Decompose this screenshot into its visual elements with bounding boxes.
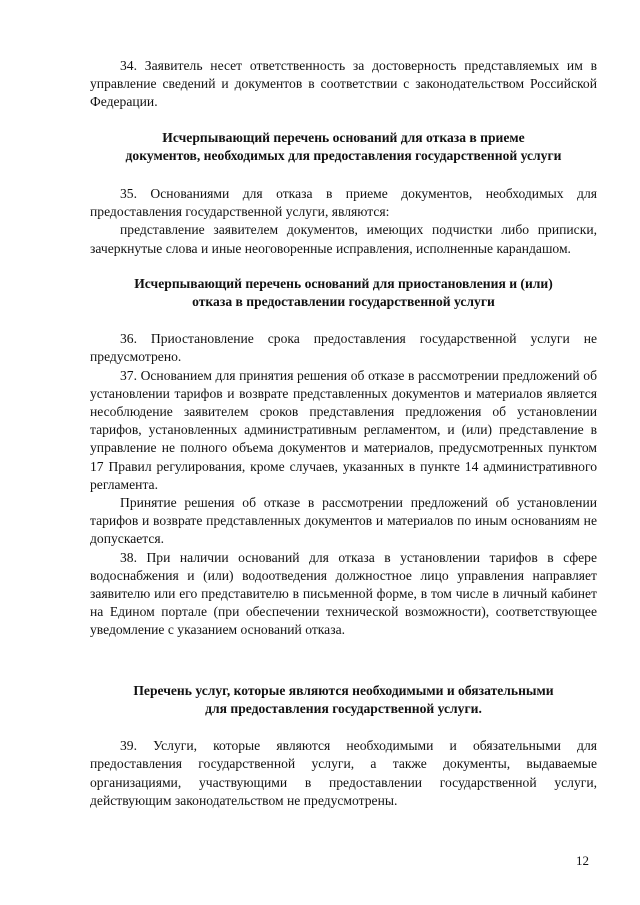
paragraph-35: 35. Основаниями для отказа в приеме документов, необходимых для предоставления государственной услуги, являются:: [90, 186, 597, 220]
document-page: [90, 57, 597, 810]
section-heading-refusal-grounds: [90, 129, 597, 165]
heading-line: для предоставления государственной услуги.: [205, 700, 482, 716]
paragraph-36: 36. Приостановление срока предоставления государственной услуги не предусмотрено.: [90, 331, 597, 365]
section-heading-required-services: [90, 682, 597, 718]
heading-line: Исчерпывающий перечень оснований для приостановления и (или): [134, 275, 553, 291]
paragraph-35-item: представление заявителем документов, имеющих подчистки либо приписки, зачеркнутые слова и иные неоговоренные исправления, исполненные карандашом.: [90, 222, 597, 256]
page-number: 12: [576, 853, 589, 868]
paragraph-39: 39. Услуги, которые являются необходимыми и обязательными для предоставления государственной услуги, а также документы, выдаваемые организациями, участвующими в предоставлении государственной услуги, действующим законодательством не предусмотрены.: [90, 738, 597, 808]
heading-line: Перечень услуг, которые являются необходимыми и обязательными: [133, 682, 554, 698]
paragraph-38: 38. При наличии оснований для отказа в установлении тарифов в сфере водоснабжения и (или) водоотведения должностное лицо управления направляет заявителю или его представителю в письменной форме, в том числе в личный кабинет на Едином портале (при обеспечении технической возможности), соответствующее уведомление с указанием оснований отказа.: [90, 549, 597, 638]
paragraph-37: 37. Основанием для принятия решения об отказе в рассмотрении предложений об установлении тарифов и возврате представленных документов и материалов является несоблюдение заявителем сроков представления предложения об установлении тарифов, установленных административным регламентом, и (или) представление в управление не полного объема документов и материалов, предусмотренных пунктом 17 Правил регулирования, кроме случаев, указанных в пункте 14 административного регламента.: [90, 367, 597, 492]
paragraph-37-continuation: Принятие решения об отказе в рассмотрении предложений об установлении тарифов и возврате представленных документов и материалов по иным основаниям не допускается.: [90, 495, 597, 547]
heading-line: Исчерпывающий перечень оснований для отказа в приеме: [162, 129, 525, 145]
heading-line: документов, необходимых для предоставления государственной услуги: [125, 147, 562, 163]
section-heading-suspension-grounds: [90, 275, 597, 311]
heading-line: отказа в предоставлении государственной услуги: [192, 294, 495, 310]
paragraph-34: 34. Заявитель несет ответственность за достоверность представляемых им в управление сведений и документов в соответствии с законодательством Российской Федерации.: [90, 58, 597, 110]
